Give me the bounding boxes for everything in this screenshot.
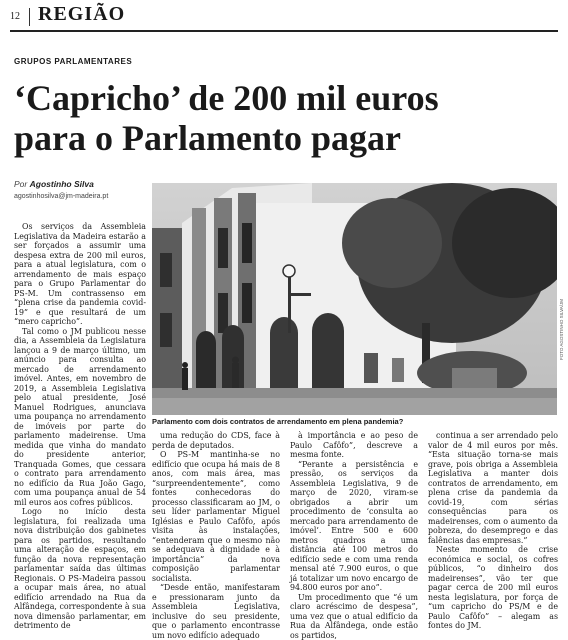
page-number: 12 [10,11,20,22]
paragraph: Tal como o JM publicou nesse dia, a Assembleia da Legislatura lançou a 9 de março último, um anúncio para consulta ao mercado de arrendamento imóvel. Antes, em novembro de 2019, a Assembleia Legislativa pelo atual presidente, José Manuel Rodrigues, anunciava uma poupança no arrendamento de imóveis por parte do parlamento madeirense. Uma medida que vinha do mandato do presidente anterior, Tranquada Gomes, que cessara o contrato para arrendamento no edifício da Rua João Gago, com uma poupança anual de 54 mil euros aos cofres públicos. [14,326,146,507]
paragraph: “Desde então, manifestaram e pressionaram junto da Assembleia Legislativa, inclusive do seu presidente, que o parlamento encontrasse um novo edifício adequado [152,583,280,640]
paragraph: Neste momento de crise económica e social, os cofres públicos, “o dinheiro dos madeirenses”, vão ter que pagar cerca de 200 mil euros nesta legislatura, por força de “um capricho do PS/M e de Paulo Cafôfo” – alegam as fontes do JM. [428,545,558,630]
byline-prefix: Por [14,179,28,189]
paragraph: Os serviços da Assembleia Legislativa da Madeira estarão a ser forçados a assumir uma despesa extra de 200 mil euros, para a atual legislatura, com o arrendamento de mais espaço para o Grupo Parlamentar do PS-M. Um contrassenso em “plena crise da pandemia covid-19” e que resultará de um “mero capricho”. [14,222,146,326]
header-rule [10,30,558,32]
paragraph: “Perante a persistência e pressão, os serviços da Assembleia Legislativa, 9 de março de 2020, viram-se obrigados a abrir um procedimento de ‘consulta ao mercado para arrendamento de imóvel’. Entre 500 e 600 metros quadros a uma distância até 100 metros do edifício sede e com uma renda mensal até 7.900 euros, o que já totalizar um novo encargo de 94.800 euros por ano”. [290,459,418,592]
headline-line-1: ‘Capricho’ de 200 mil euros [14,78,439,118]
paragraph: Um procedimento que “é um claro acréscimo de despesa”, uma vez que o atual edifício da Rua da Alfândega, onde estão os partidos, [290,592,418,640]
paragraph: O PS-M mantinha-se no edifício que ocupa há mais de 8 anos, com mais área, mas “surpreendentemente”, como fontes conhecedoras do processo classificaram ao JM, o seu líder parlamentar Miguel Iglésias e Paulo Cafôfo, após visita às instalações, “entenderam que o mesmo não se adequava à dignidade e à importância” da nova composição parlamentar socialista. [152,450,280,583]
paragraph: uma redução do CDS, face à perda de deputados. [152,431,280,450]
photo-credit: FOTO AGOSTINHO SILVA/JM [559,298,564,360]
headline [14,78,554,158]
parliament-building-illustration [152,183,557,415]
photo-caption: Parlamento com dois contratos de arrendamento em plena pandemia? [152,417,404,426]
header-divider [29,8,30,26]
paragraph: Logo no início desta legislatura, foi realizada uma nova distribuição dos gabinetes para os partidos, resultando uma alteração de espaços, em função da nova representação parlamentar saída das últimas Regionais. O PS-Madeira passou a ocupar mais área, no atual edifício arrendado na Rua da Alfândega, correspondente à sua nova dimensão parlamentar, em detrimento de [14,507,146,630]
article-column-2 [152,431,280,640]
kicker: GRUPOS PARLAMENTARES [14,57,133,66]
author-email[interactable]: agostinhosilva@jm-madeira.pt [14,193,109,200]
article-column-4 [428,431,558,631]
paragraph: continua a ser arrendado pelo valor de 4 mil euros por mês. “Esta situação torna-se mais grave, pois obriga a Assembleia Legislativa a manter dois contratos de arrendamento, em plena crise da pandemia da covid-19, com sérias consequências para os madeirenses, com o aumento da pobreza, do desemprego e das falências das empresas.” [428,431,558,545]
section-title: REGIÃO [38,3,126,25]
article-column-1 [14,222,146,631]
author-name: Agostinho Silva [29,179,94,189]
article-photo [152,183,557,415]
article-column-3 [290,431,418,640]
byline [14,179,94,189]
paragraph: à importância e ao peso de Paulo Cafôfo”, descreve a mesma fonte. [290,431,418,459]
headline-line-2: para o Parlamento pagar [14,118,401,158]
